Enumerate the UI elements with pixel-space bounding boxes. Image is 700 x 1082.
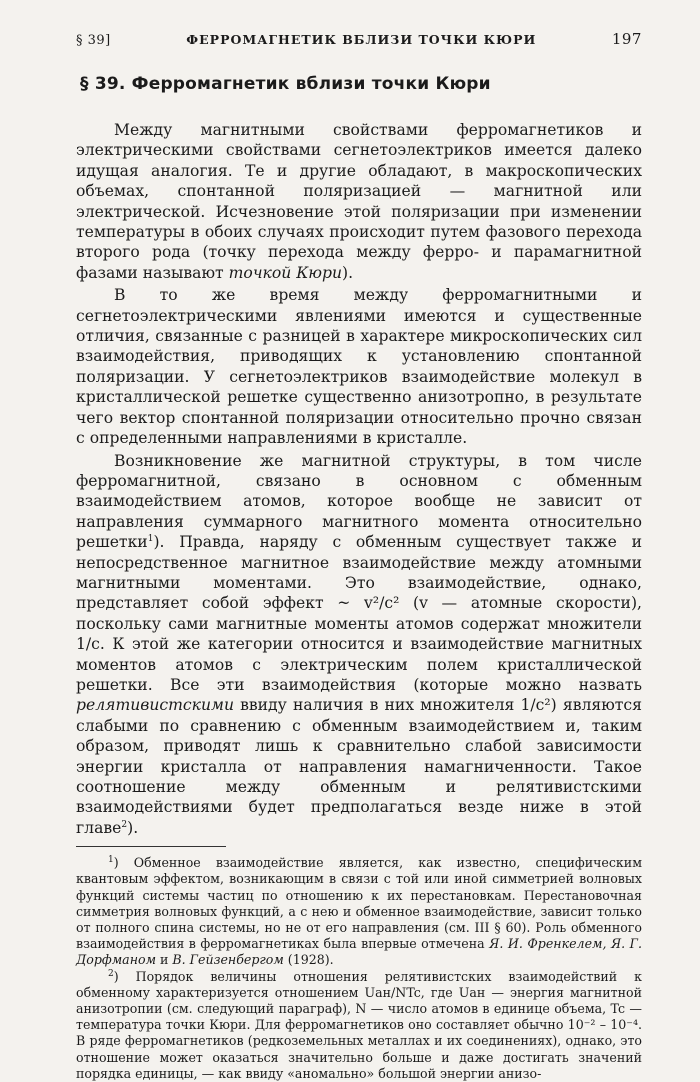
footnote-2 — [76, 969, 642, 1082]
footnote-1-author-heisenberg: В. Гейзенбергом — [172, 952, 284, 968]
footnote-1-text-b: и — [156, 952, 173, 968]
page-number: 197 — [611, 30, 642, 48]
paragraph-2: В то же время между ферромагнитными и сегнетоэлектрическими явлениями имеются и существенные отличия, связанные с разницей в характере микроскопических сил взаимодействия, приводящих к установлению спонтанной поляризации. У сегнетоэлектриков взаимодействие молекул в кристаллической решетке существенно анизотропно, в результате чего вектор спонтанной поляризации относительно прочно связан с определенными направлениями в кристалле. — [76, 286, 642, 448]
running-head — [76, 30, 642, 48]
paragraph-3-text-c: ввиду наличия в них множителя 1/c²) являются слабыми по сравнению с обменным взаимодействием и, таким образом, приводят лишь к сравнительно слабой зависимости энергии кристалла от направления намагниченности. Такое соотношение между обменным и релятивистскими взаимодействиями будет предполагаться везде ниже в этой главе — [76, 696, 642, 837]
footnote-divider — [76, 846, 226, 847]
running-title: ФЕРРОМАГНЕТИК ВБЛИЗИ ТОЧКИ КЮРИ — [186, 32, 537, 47]
paragraph-3-text-d: ). — [127, 818, 139, 837]
section-heading: § 39. Ферромагнетик вблизи точки Кюри — [80, 74, 491, 94]
footnote-1-text-c: (1928). — [283, 952, 334, 968]
term-curie-point: точкой Кюри — [228, 263, 343, 282]
footnote-ref-1: 1 — [147, 533, 154, 544]
footnote-1-mark: 1 — [108, 855, 114, 866]
footnote-2-text: ) Порядок величины отношения релятивистских взаимодействий к обменному характеризуется отношением Uан/NTc, где Uан — энергия магнитной анизотропии (см. следующий параграф), N — число атомов в единице объема, Tc — температура точки Кюри. Для ферромагнетиков оно составляет обычно 10⁻² – 10⁻⁴. В ряде ферромагнетиков (редкоземельных металлах и их соединениях), однако, это отношение может оказаться значительно больше и даже достигать значений порядка единицы, — как ввиду «аномально» большой энергии анизо- — [76, 968, 642, 1081]
paragraph-1-text-a: Между магнитными свойствами ферромагнетиков и электрическими свойствами сегнетоэлектриков имеется далеко идущая аналогия. Те и другие обладают, в макроскопических объемах, спонтанной поляризацией — магнитной или электрической. Исчезновение этой поляризации при изменении температуры в обоих случаях происходит путем фазового перехода второго рода (точку перехода между ферро- и парамагнитной фазами называют — [76, 121, 642, 282]
footnote-1-authors: Я. И. Френкелем, Я. Г. Дорфманом — [76, 936, 642, 968]
footnote-1 — [76, 855, 642, 968]
section-mark: § 39] — [76, 33, 111, 48]
paragraph-3-text-b: ). Правда, наряду с обменным существует также и непосредственное магнитное взаимодействие между атомными магнитными моментами. Это взаимодействие, однако, представляет собой эффект ~ v²/c² (v — атомные скорости), поскольку сами магнитные моменты атомов содержат множители 1/c. К этой же категории относится и взаимодействие магнитных моментов атомов с электрическим полем кристаллической решетки. Все эти взаимодействия (которые можно назвать — [76, 533, 642, 694]
term-relativistic: релятивистскими — [76, 696, 234, 715]
paragraph-3-text-a: Возникновение же магнитной структуры, в том числе ферромагнитной, связано в основном с обменным взаимодействием атомов, которое вообще не зависит от направления суммарного магнитного момента относительно решетки — [76, 451, 642, 552]
paragraph-1-text-b: ). — [342, 263, 354, 282]
paragraph-1 — [76, 120, 642, 283]
footnote-2-mark: 2 — [108, 968, 114, 979]
footnote-ref-2: 2 — [121, 819, 128, 830]
paragraph-3 — [76, 451, 642, 839]
footnote-1-text-a: ) Обменное взаимодействие является, как известно, специфическим квантовым эффектом, возникающим в связи с той или иной симметрией волновых функций системы частиц по отношению к их перестановкам. Перестановочная симметрия волновых функций, а с нею и обменное взаимодействие, зависит только от полного спина системы, но не от его направления (см. III § 60). Роль обменного взаимодействия в ферромагнетиках была впервые отмечена — [76, 855, 642, 952]
